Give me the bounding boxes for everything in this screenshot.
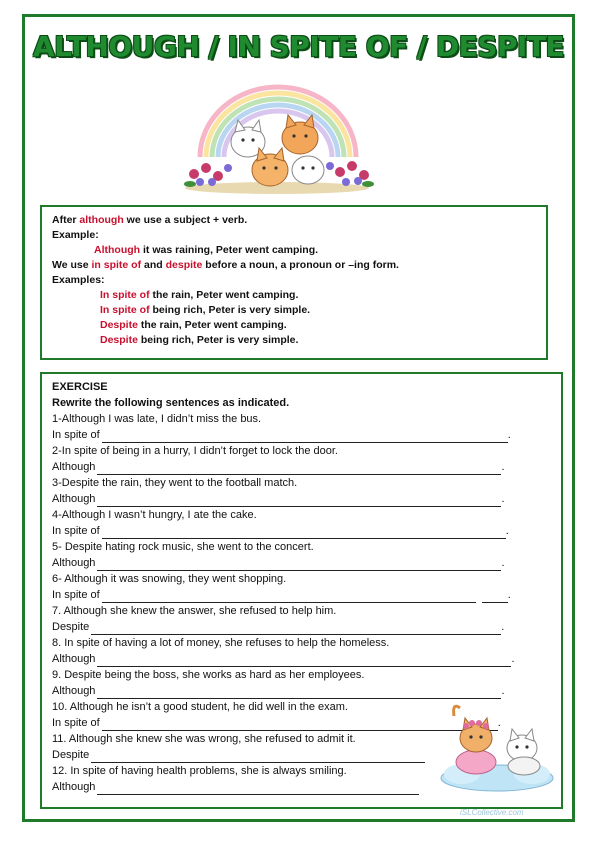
answer-blank-11[interactable] [91, 750, 425, 763]
answer-line-12[interactable]: Although [52, 779, 551, 795]
example-label: Example: [52, 229, 99, 241]
answer-blank-4[interactable] [102, 526, 506, 539]
answer-blank-12[interactable] [97, 782, 419, 795]
exercise-instruction: Rewrite the following sentences as indicated. [52, 397, 290, 409]
answer-line-6[interactable]: In spite of . [52, 589, 511, 601]
answer-blank-7[interactable] [91, 622, 501, 635]
question-6: 6- Although it was snowing, they went shopping. [52, 573, 287, 585]
answer-blank-2[interactable] [97, 462, 501, 475]
answer-line-11[interactable]: Despite [52, 747, 551, 763]
rule-in-spite-of-despite: We use in spite of and despite before a noun, a pronoun or –ing form. [52, 259, 399, 271]
question-1: 1-Although I was late, I didn’t miss the bus. [52, 413, 262, 425]
exercise-heading: EXERCISE [52, 381, 108, 393]
examples-label: Examples: [52, 274, 105, 286]
question-3: 3-Despite the rain, they went to the football match. [52, 477, 298, 489]
answer-line-10[interactable]: In spite of . [52, 717, 501, 729]
answer-blank-3[interactable] [97, 494, 501, 507]
kittens-rainbow-illustration [180, 82, 375, 197]
question-5: 5- Despite hating rock music, she went to the concert. [52, 541, 314, 553]
answer-line-3[interactable]: Although . [52, 493, 505, 505]
answer-blank-9[interactable] [97, 686, 501, 699]
page-title: ALTHOUGH / IN SPITE OF / DESPITE [32, 30, 565, 63]
question-10: 10. Although he isn’t a good student, he did well in the exam. [52, 701, 348, 713]
grammar-rules-box [40, 205, 548, 360]
answer-blank-8[interactable] [97, 654, 511, 667]
answer-line-9[interactable]: Although . [52, 685, 505, 697]
question-12: 12. In spite of having health problems, she is always smiling. [52, 765, 347, 777]
question-9: 9. Despite being the boss, she works as hard as her employees. [52, 669, 365, 681]
example-in-spite-of-2: In spite of being rich, Peter is very simple. [100, 304, 311, 316]
answer-line-4[interactable]: In spite of . [52, 525, 509, 537]
answer-blank-6b[interactable] [482, 590, 508, 603]
answer-line-1[interactable]: In spite of . [52, 429, 511, 441]
kittens-cloud-illustration [432, 700, 562, 795]
answer-blank-1[interactable] [102, 430, 508, 443]
example-although: Although it was raining, Peter went camping. [94, 244, 319, 256]
rule-although: After although we use a subject + verb. [52, 214, 248, 226]
question-4: 4-Although I wasn’t hungry, I ate the cake. [52, 509, 257, 521]
question-11: 11. Although she knew she was wrong, she refused to admit it. [52, 733, 356, 745]
watermark: iSLCollective.com [460, 808, 524, 817]
answer-blank-5[interactable] [97, 558, 501, 571]
question-8: 8. In spite of having a lot of money, she refuses to help the homeless. [52, 637, 390, 649]
answer-line-7[interactable]: Despite . [52, 621, 505, 633]
answer-line-8[interactable]: Although . [52, 653, 515, 665]
example-despite-2: Despite being rich, Peter is very simple. [100, 334, 299, 346]
question-2: 2-In spite of being in a hurry, I didn’t forget to lock the door. [52, 445, 338, 457]
question-7: 7. Although she knew the answer, she refused to help him. [52, 605, 337, 617]
answer-line-5[interactable]: Although . [52, 557, 505, 569]
example-in-spite-of-1: In spite of the rain, Peter went camping. [100, 289, 299, 301]
answer-line-2[interactable]: Although . [52, 461, 505, 473]
answer-blank-6[interactable] [102, 590, 476, 603]
example-despite-1: Despite the rain, Peter went camping. [100, 319, 287, 331]
